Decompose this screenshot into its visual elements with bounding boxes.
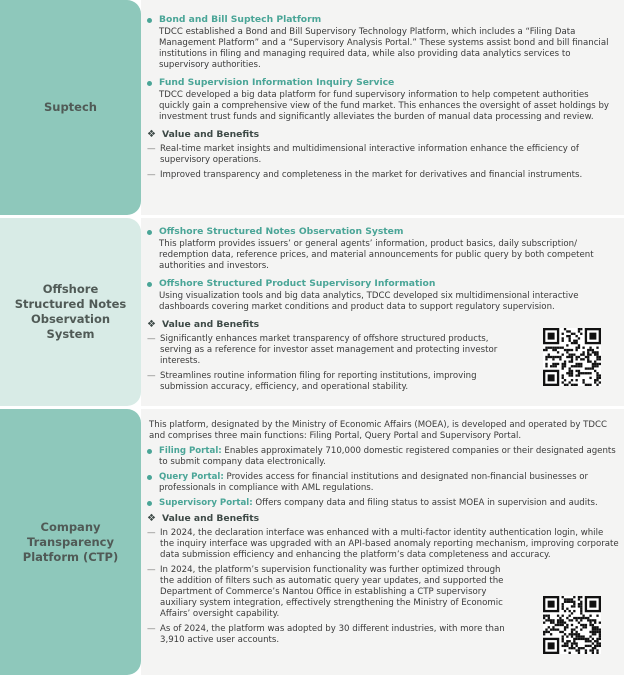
benefit-item: — Streamlines routine information filing for reporting institutions, improving submission accuracy, efficiency, and operational stability. bbox=[147, 371, 477, 392]
section-label-suptech: Suptech bbox=[0, 0, 141, 215]
section-ctp bbox=[0, 409, 624, 675]
benefit-item: — Significantly enhances market transparency of offshore structured products, serving as a reference for investor asset management and protecting investor interests. bbox=[147, 334, 498, 366]
dash-icon: — bbox=[147, 371, 156, 381]
item-text: Using visualization tools and big data analytics, TDCC developed six multidimensional interactive dashboards covering market conditions and product data to support regulatory supervision. bbox=[159, 291, 579, 312]
item-title: Offshore Structured Notes Observation System bbox=[147, 226, 620, 238]
item-title: Offshore Structured Product Supervisory Information bbox=[147, 278, 620, 290]
benefit-item: — In 2024, the declaration interface was enhanced with a multi-factor identity authentication login, while the inquiry interface was upgraded with an API-based anomaly reporting mechanism, improving corporate data submission efficiency and enhancing the platform’s data completeness and accuracy. bbox=[147, 528, 619, 560]
benefit-item: — Improved transparency and completeness in the market for derivatives and financial instruments. bbox=[147, 170, 583, 180]
bullet-dot-icon bbox=[147, 449, 152, 454]
section-content-ctp bbox=[141, 409, 624, 675]
benefit-item: — Real-time market insights and multidimensional interactive information enhance the efficiency of supervisory operations. bbox=[147, 144, 579, 165]
diamond-cross-icon: ❖ bbox=[147, 319, 156, 330]
bullet-dot-icon bbox=[147, 501, 152, 506]
item-title: Bond and Bill Suptech Platform bbox=[147, 14, 620, 26]
section-label-offshore: Offshore Structured Notes Observation System bbox=[0, 218, 141, 406]
section-label-ctp: Company Transparency Platform (CTP) bbox=[0, 409, 141, 675]
dash-icon: — bbox=[147, 528, 156, 538]
dash-icon: — bbox=[147, 334, 156, 344]
portal-item: Query Portal: Provides access for financial institutions and designated non-financial businesses or professionals in compliance with AML regulations. bbox=[147, 472, 620, 494]
bullet-dot-icon bbox=[147, 18, 152, 23]
section-content-suptech bbox=[141, 0, 624, 215]
benefit-item: — In 2024, the platform’s supervision functionality was further optimized through the addition of filters such as automatic query year updates, and supported the Department of Commerce’s Nantou Office in establishing a CTP supervisory auxiliary system integration, effectively strengthening the Ministry of Economic Affairs’ oversight capability. bbox=[147, 565, 504, 619]
dash-icon: — bbox=[147, 144, 156, 154]
value-benefits-heading: ❖ Value and Benefits bbox=[147, 129, 260, 140]
bullet-dot-icon bbox=[147, 81, 152, 86]
portal-item: Supervisory Portal: Offers company data and filing status to assist MOEA in supervision and audits. bbox=[147, 498, 620, 509]
qr-code-icon[interactable] bbox=[543, 328, 601, 386]
portal-item: Filing Portal: Enables approximately 710,000 domestic registered companies or their designated agents to submit company data electronically. bbox=[147, 446, 620, 468]
item-text: This platform provides issuers’ or general agents’ information, product basics, daily subscription/ redemption data, reference prices, and material announcements for public query by both competent authorities and investors. bbox=[159, 239, 594, 271]
item-title: Fund Supervision Information Inquiry Service bbox=[147, 77, 620, 89]
qr-code-graphic bbox=[543, 328, 601, 386]
benefit-item: — As of 2024, the platform was adopted by 30 different industries, with more than 3,910 active user accounts. bbox=[147, 624, 505, 645]
value-benefits-heading: ❖ Value and Benefits bbox=[147, 319, 260, 330]
section-content-offshore bbox=[141, 218, 624, 406]
bullet-dot-icon bbox=[147, 475, 152, 480]
section-offshore bbox=[0, 218, 624, 406]
ctp-intro: This platform, designated by the Ministry of Economic Affairs (MOEA), is developed and operated by TDCC and comprises three main functions: Filing Portal, Query Portal and Supervisory Portal. bbox=[149, 420, 607, 441]
value-benefits-heading: ❖ Value and Benefits bbox=[147, 513, 260, 524]
section-suptech bbox=[0, 0, 624, 215]
item-text: TDCC established a Bond and Bill Supervisory Technology Platform, which includes a “Filing Data Management Platform” and a “Supervisory Analysis Portal.” These systems assist bond and bill financial institutions in filing and managing required data, while also providing data analytics services to supervisory authorities. bbox=[159, 27, 609, 70]
bullet-dot-icon bbox=[147, 230, 152, 235]
dash-icon: — bbox=[147, 565, 156, 575]
qr-code-graphic bbox=[543, 596, 601, 654]
diamond-cross-icon: ❖ bbox=[147, 129, 156, 140]
diamond-cross-icon: ❖ bbox=[147, 513, 156, 524]
dash-icon: — bbox=[147, 170, 156, 180]
dash-icon: — bbox=[147, 624, 156, 634]
bullet-dot-icon bbox=[147, 282, 152, 287]
qr-code-icon[interactable] bbox=[543, 596, 601, 654]
item-text: TDCC developed a big data platform for fund supervisory information to help competent authorities quickly gain a comprehensive view of the fund market. This enhances the oversight of asset holdings by investment trust funds and significantly alleviates the burden of manual data processing and review. bbox=[159, 90, 609, 122]
